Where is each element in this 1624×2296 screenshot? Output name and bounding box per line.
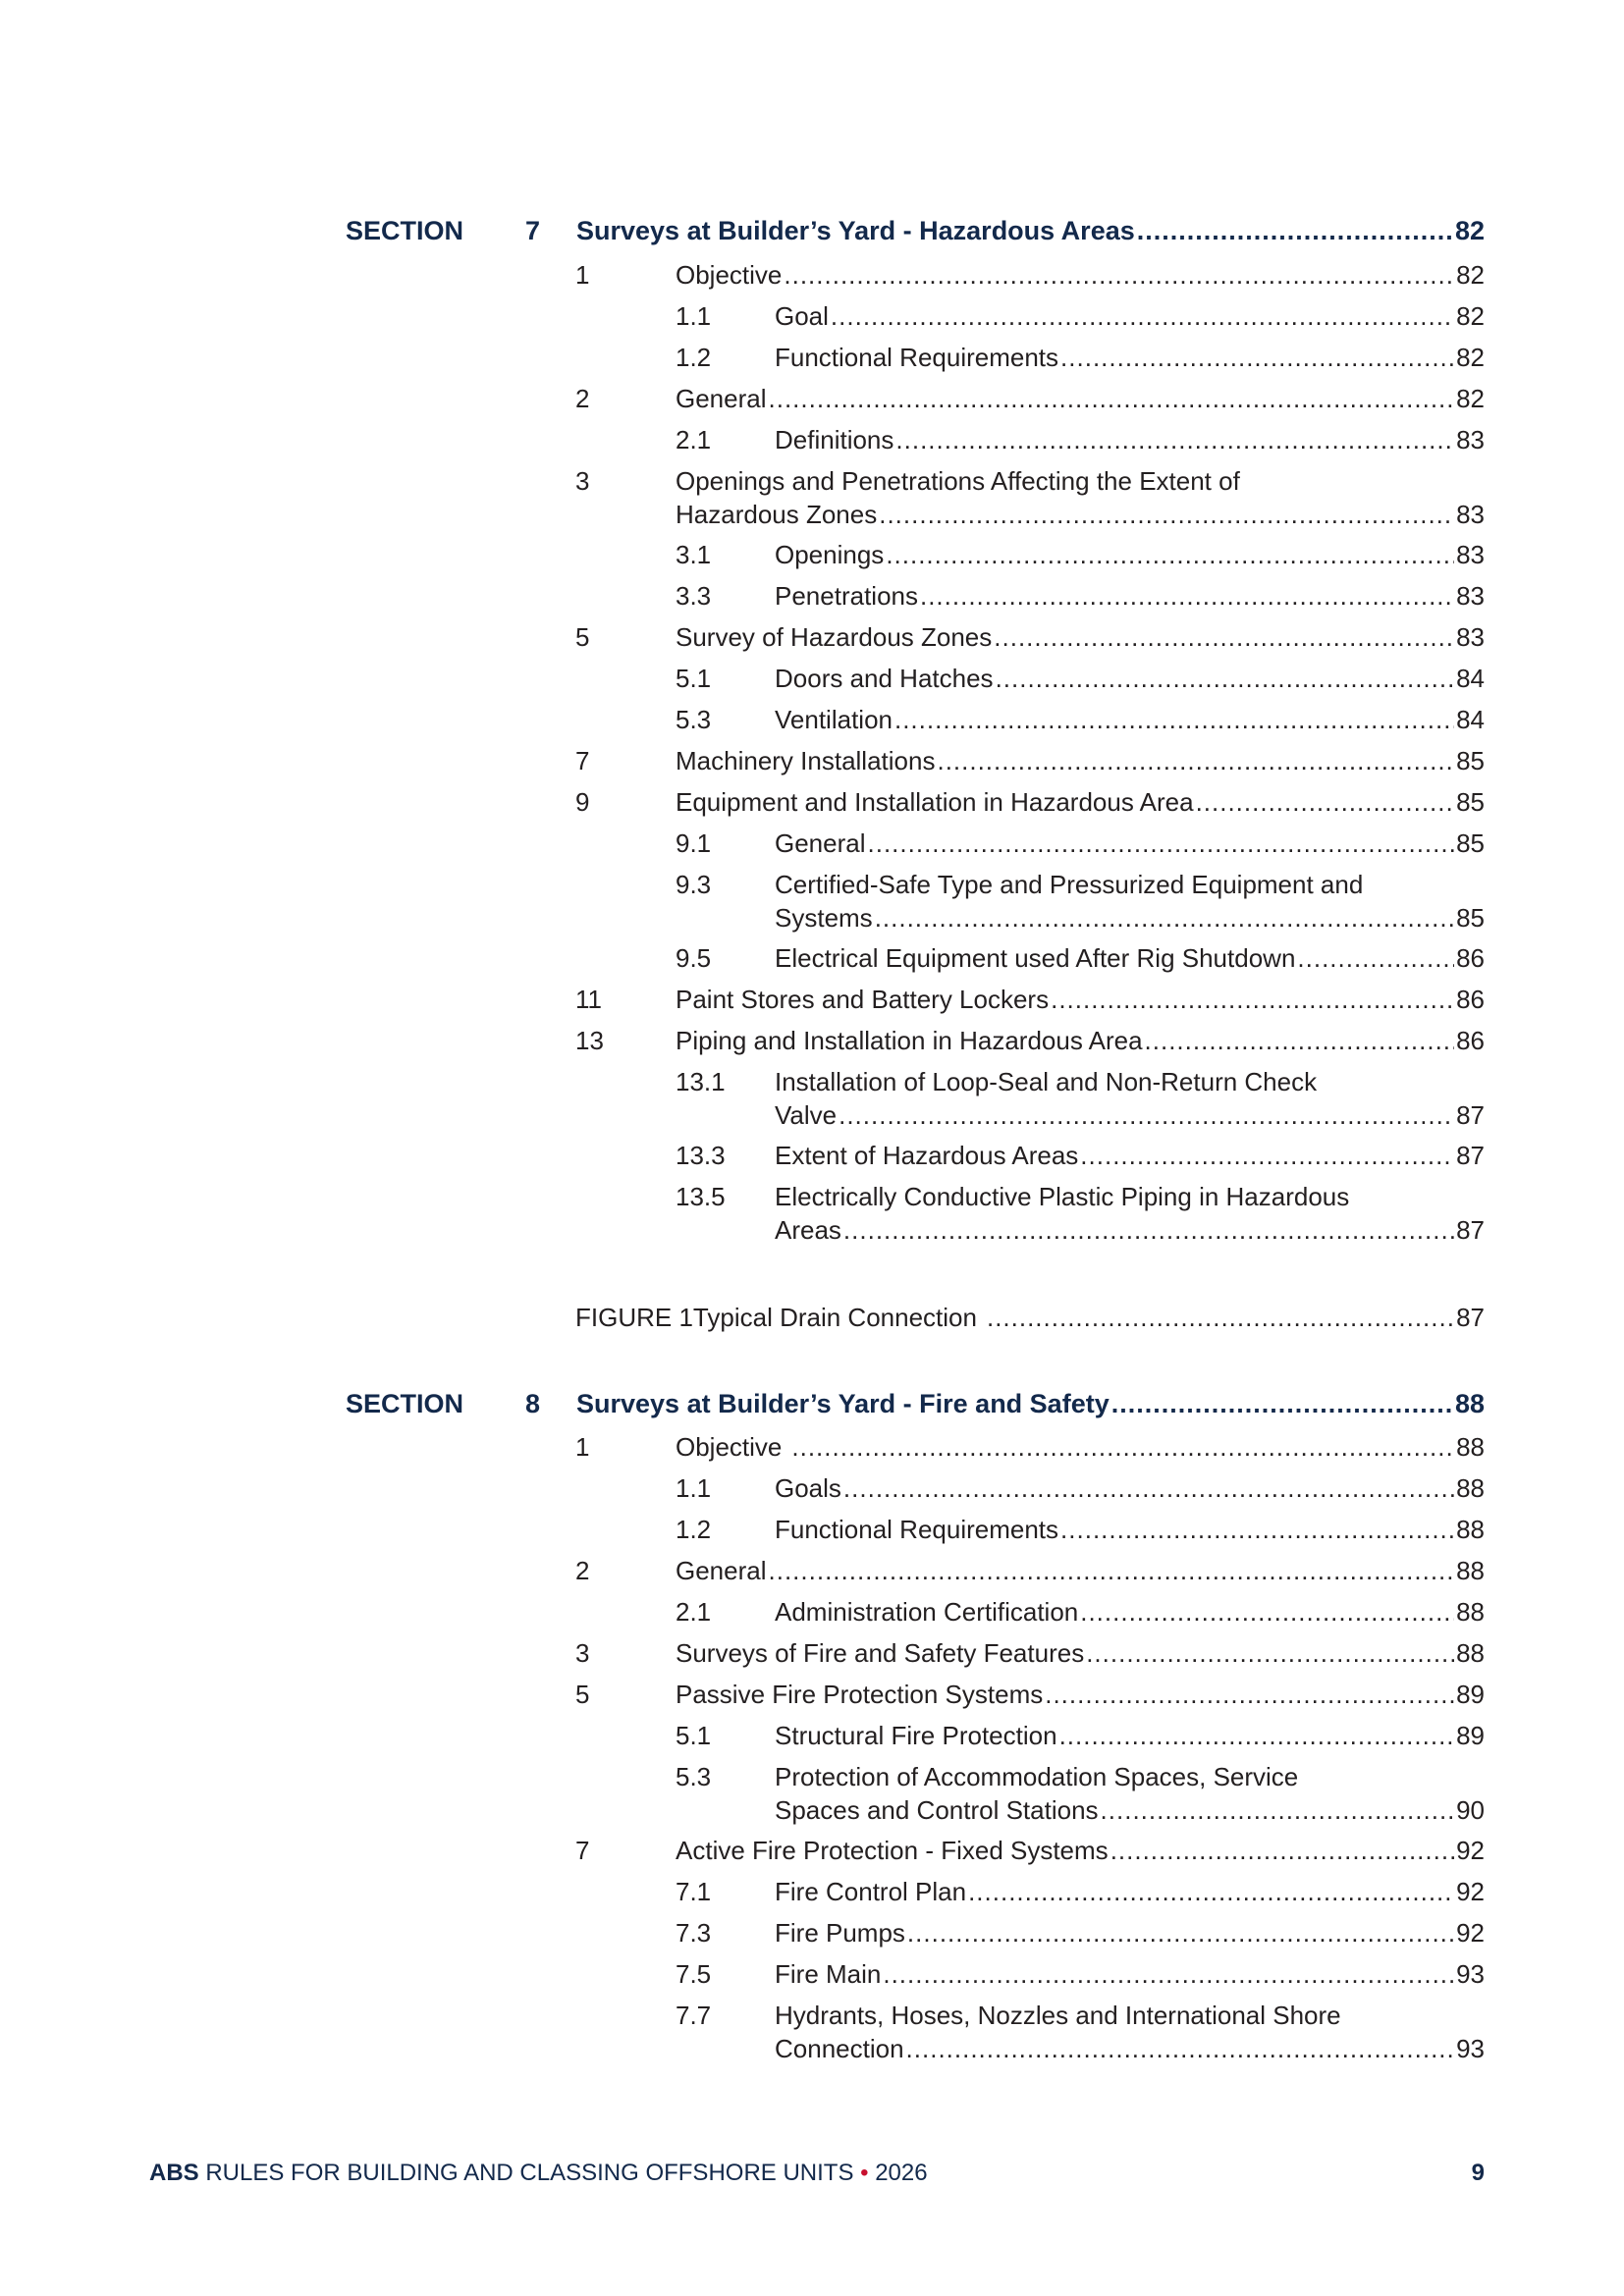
entry-title: Active Fire Protection - Fixed Systems [676,1836,1109,1865]
document-title: RULES FOR BUILDING AND CLASSING OFFSHORE UNITS [205,2160,854,2186]
entry-title: Openings [775,540,885,569]
entry-page: 88 [1456,1597,1485,1627]
toc-figure-entry[interactable] [575,1301,1485,1334]
toc-subentry[interactable] [676,1065,1485,1132]
toc-subentry[interactable] [676,1719,1485,1752]
entry-title: Areas [775,1215,841,1245]
entry-page: 86 [1456,943,1485,973]
toc-entry[interactable] [575,1024,1485,1057]
entry-title: Goals [775,1473,841,1503]
dot-leader [791,1430,1454,1464]
entry-page: 89 [1456,1721,1485,1750]
entry-page: 82 [1456,384,1485,413]
entry-page: 87 [1456,1215,1485,1245]
dot-leader [1080,1139,1454,1172]
toc-subentry[interactable] [676,1471,1485,1505]
dot-leader [937,744,1454,777]
dot-leader [996,662,1455,695]
entry-title: Survey of Hazardous Zones [676,622,993,652]
toc-subentry[interactable] [676,703,1485,736]
toc-entry[interactable] [575,744,1485,777]
entry-title: Paint Stores and Battery Lockers [676,985,1050,1014]
entry-number: 7.3 [676,1918,712,1948]
toc-entry[interactable] [575,382,1485,415]
entry-number: 5 [575,622,590,652]
section-title: Surveys at Builder’s Yard - Fire and Safety [576,1389,1110,1418]
entry-page: 83 [1456,540,1485,569]
entry-number: 13.5 [676,1182,726,1211]
entry-page: 92 [1456,1836,1485,1865]
entry-page: 88 [1456,1432,1485,1462]
entry-page: 82 [1456,301,1485,331]
dot-leader [769,382,1455,415]
entry-page: 88 [1456,1638,1485,1668]
entry-number: 11 [575,985,602,1014]
toc-entry[interactable] [575,1554,1485,1587]
entry-number: 5.1 [676,1721,712,1750]
entry-number: 9.1 [676,828,712,858]
toc-entry[interactable] [575,1678,1485,1711]
entry-title-line1: Installation of Loop-Seal and Non-Return Check [775,1067,1318,1096]
entry-title: Hazardous Zones [676,500,878,529]
entry-page: 82 [1456,260,1485,290]
entry-title: Fire Pumps [775,1918,905,1948]
entry-page: 87 [1456,1100,1485,1130]
entry-page: 83 [1456,581,1485,611]
entry-number: 2.1 [676,1597,712,1627]
entry-page: 83 [1456,622,1485,652]
toc-subentry[interactable] [676,868,1485,934]
toc-subentry[interactable] [676,423,1485,456]
entry-page: 92 [1456,1918,1485,1948]
entry-page: 93 [1456,2034,1485,2063]
entry-number: 1.2 [676,343,712,372]
toc-entry[interactable] [575,1834,1485,1867]
toc-subentry[interactable] [676,1875,1485,1908]
entry-page: 85 [1456,828,1485,858]
entry-number: 9.5 [676,943,712,973]
dot-leader [868,827,1455,860]
toc-subentry[interactable] [676,1957,1485,1991]
dot-leader [886,538,1454,571]
entry-title: Passive Fire Protection Systems [676,1680,1044,1709]
toc-subentry[interactable] [676,662,1485,695]
toc-subentry[interactable] [676,341,1485,374]
toc-subentry[interactable] [676,941,1485,975]
entry-title: General [676,1556,767,1585]
entry-number: 7.5 [676,1959,712,1989]
entry-number: 7.7 [676,2001,712,2030]
entry-page: 88 [1456,1473,1485,1503]
entry-number: 1 [575,260,590,290]
page-footer [149,2160,1485,2187]
entry-page: 90 [1456,1795,1485,1825]
toc-entry[interactable] [575,258,1485,292]
dot-leader [1110,1834,1454,1867]
dot-leader [1101,1793,1455,1827]
entry-number: 9.3 [676,870,712,899]
dot-leader [769,1554,1455,1587]
dot-leader [1196,785,1455,819]
entry-number: 1.1 [676,1473,712,1503]
toc-subentry[interactable] [676,1595,1485,1629]
entry-title: Equipment and Installation in Hazardous Area [676,787,1194,817]
entry-page: 83 [1456,425,1485,454]
entry-number: 1.2 [676,1515,712,1544]
entry-page: 84 [1456,664,1485,693]
dot-leader [907,1916,1454,1949]
entry-number: 3.3 [676,581,712,611]
dot-leader [1145,1024,1455,1057]
section-label: SECTION [346,1389,464,1418]
entry-page: 89 [1456,1680,1485,1709]
toc-subentry[interactable] [676,1760,1485,1827]
entry-title: Administration Certification [775,1597,1079,1627]
dot-leader [1051,983,1454,1016]
entry-title: Spaces and Control Stations [775,1795,1099,1825]
entry-page: 85 [1456,787,1485,817]
figure-title: Typical Drain Connection [692,1303,977,1332]
entry-number: 2 [575,1556,590,1585]
entry-page: 86 [1456,985,1485,1014]
entry-number: 3.1 [676,540,712,569]
entry-title: Fire Control Plan [775,1877,967,1906]
toc-subentry[interactable] [676,538,1485,571]
toc-entry[interactable] [575,983,1485,1016]
entry-title: Objective [676,260,783,290]
entry-title: Structural Fire Protection [775,1721,1057,1750]
dot-leader [875,901,1454,934]
section-title-link[interactable] [576,216,1485,246]
entry-title: Penetrations [775,581,918,611]
entry-title: Functional Requirements [775,1515,1059,1544]
dot-leader [839,1098,1454,1132]
entry-title: Objective [676,1432,783,1462]
dot-leader [843,1213,1454,1247]
toc-entry[interactable] [575,785,1485,819]
entry-page: 84 [1456,705,1485,734]
toc-subentry[interactable] [676,1139,1485,1172]
toc-subentry[interactable] [676,1513,1485,1546]
section-8-heading [346,1389,1485,1428]
section-number: 8 [525,1389,541,1418]
toc-entry[interactable] [575,464,1485,531]
entry-title-line1: Certified-Safe Type and Pressurized Equipment and [775,870,1364,899]
toc-subentry[interactable] [676,1916,1485,1949]
dot-leader [895,423,1454,456]
entry-number: 5.1 [676,664,712,693]
entry-title-line1: Protection of Accommodation Spaces, Service [775,1762,1299,1791]
entry-title: Definitions [775,425,894,454]
figure-label: FIGURE 1 [575,1303,693,1332]
toc-subentry[interactable] [676,299,1485,333]
dot-leader [987,1301,1454,1334]
dot-leader [784,258,1454,292]
entry-number: 5 [575,1680,590,1709]
entry-title: Valve [775,1100,838,1130]
entry-title: Surveys of Fire and Safety Features [676,1638,1085,1668]
dot-leader [920,579,1454,613]
entry-title-line1: Hydrants, Hoses, Nozzles and International Shore [775,2001,1341,2030]
entry-number: 1 [575,1432,590,1462]
section-7-heading [346,216,1485,255]
toc-subentry[interactable] [676,827,1485,860]
entry-number: 2 [575,384,590,413]
entry-page: 93 [1456,1959,1485,1989]
dot-leader [831,299,1454,333]
entry-number: 1.1 [676,301,712,331]
entry-title: General [676,384,767,413]
entry-title-line1: Electrically Conductive Plastic Piping in Hazardous [775,1182,1350,1211]
dot-leader [883,1957,1454,1991]
section-page: 82 [1454,216,1485,245]
section-title-link[interactable] [576,1389,1485,1419]
entry-number: 9 [575,787,590,817]
dot-leader [1060,1513,1454,1546]
entry-title: Doors and Hatches [775,664,994,693]
entry-title: Functional Requirements [775,343,1059,372]
entry-title: Connection [775,2034,904,2063]
entry-title: General [775,828,866,858]
entry-page: 86 [1456,1026,1485,1055]
entry-number: 7.1 [676,1877,712,1906]
section-page: 88 [1454,1389,1485,1418]
entry-number: 3 [575,466,590,496]
entry-title: Machinery Installations [676,746,936,775]
entry-number: 3 [575,1638,590,1668]
entry-number: 13.1 [676,1067,726,1096]
entry-title: Piping and Installation in Hazardous Area [676,1026,1143,1055]
dot-leader [906,2032,1455,2065]
entry-page: 85 [1456,746,1485,775]
entry-title: Goal [775,301,829,331]
dot-leader [1111,1389,1453,1419]
dot-leader [1297,941,1454,975]
entry-title: Electrical Equipment used After Rig Shutdown [775,943,1296,973]
entry-number: 7 [575,746,590,775]
entry-title: Extent of Hazardous Areas [775,1141,1079,1170]
toc-subentry[interactable] [676,1180,1485,1247]
toc-entry[interactable] [575,1430,1485,1464]
entry-number: 2.1 [676,425,712,454]
bullet-separator: • [860,2160,869,2186]
entry-number: 13 [575,1026,604,1055]
entry-number: 7 [575,1836,590,1865]
section-number: 7 [525,216,541,245]
toc-subentry[interactable] [676,1999,1485,2065]
entry-page: 85 [1456,903,1485,933]
abs-brand: ABS [149,2160,199,2186]
entry-number: 5.3 [676,705,712,734]
entry-title-line1: Openings and Penetrations Affecting the Extent of [676,466,1240,496]
page-number: 9 [1471,2160,1485,2186]
dot-leader [1080,1595,1454,1629]
dot-leader [994,620,1454,654]
entry-title: Systems [775,903,873,933]
figure-page: 87 [1456,1303,1485,1332]
entry-page: 83 [1456,500,1485,529]
dot-leader [1086,1636,1454,1670]
toc-entry[interactable] [575,1636,1485,1670]
toc-subentry[interactable] [676,579,1485,613]
entry-page: 82 [1456,343,1485,372]
dot-leader [1060,341,1454,374]
section-label: SECTION [346,216,464,245]
dot-leader [1137,216,1453,246]
dot-leader [968,1875,1454,1908]
entry-page: 88 [1456,1515,1485,1544]
dot-leader [843,1471,1454,1505]
entry-page: 92 [1456,1877,1485,1906]
dot-leader [894,703,1454,736]
document-year: 2026 [875,2160,928,2186]
dot-leader [879,498,1454,531]
entry-number: 13.3 [676,1141,726,1170]
toc-entry[interactable] [575,620,1485,654]
entry-page: 87 [1456,1141,1485,1170]
section-title: Surveys at Builder’s Yard - Hazardous Areas [576,216,1135,245]
entry-page: 88 [1456,1556,1485,1585]
entry-title: Fire Main [775,1959,882,1989]
dot-leader [1045,1678,1454,1711]
entry-number: 5.3 [676,1762,712,1791]
entry-title: Ventilation [775,705,893,734]
dot-leader [1059,1719,1455,1752]
